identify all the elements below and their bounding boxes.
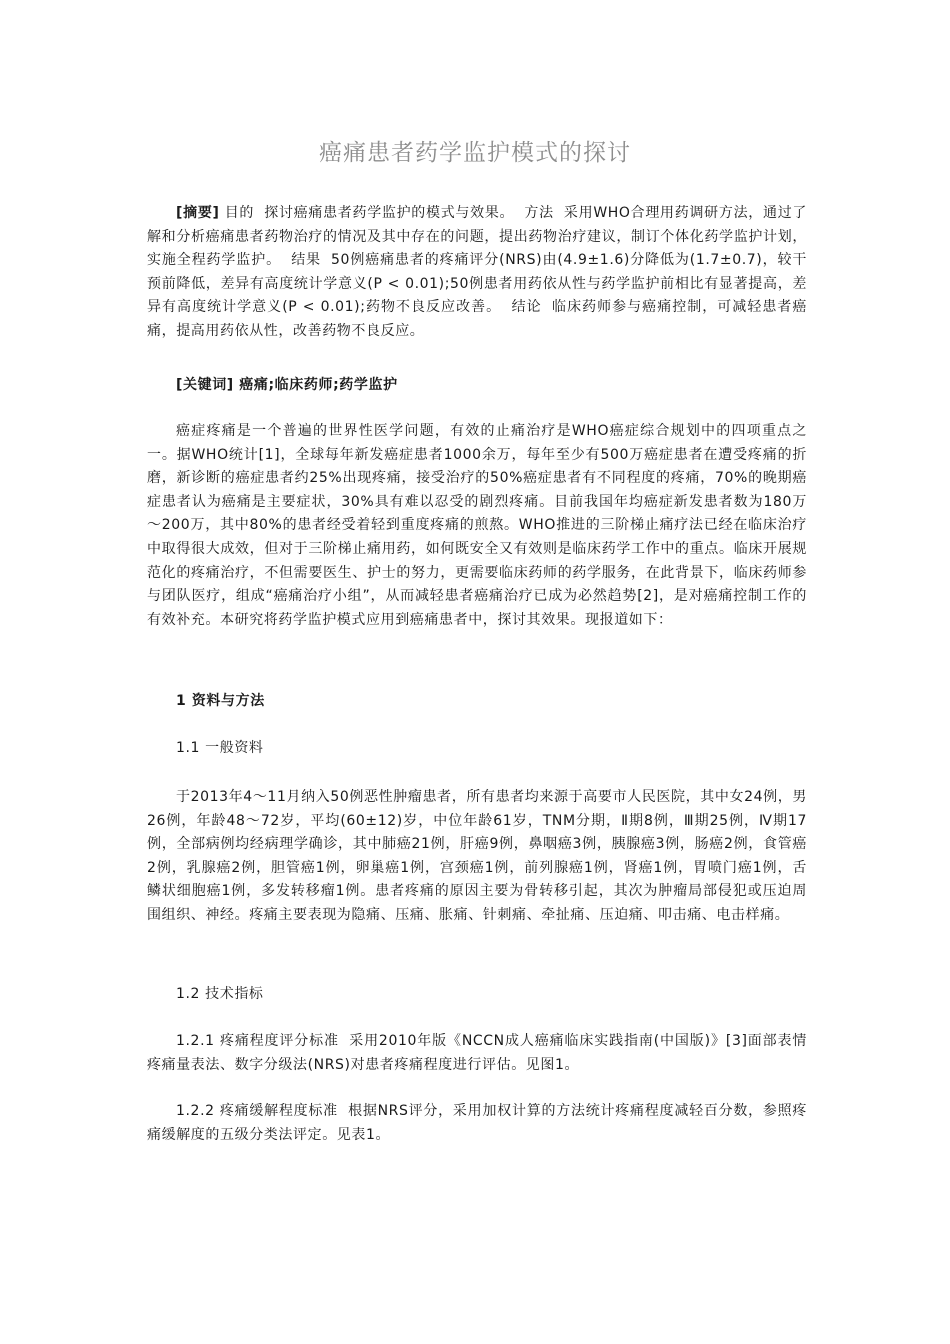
section1-2-heading: 1.2 技术指标 bbox=[176, 986, 264, 1002]
section1-2-1-paragraph bbox=[147, 1030, 807, 1077]
subsection-body bbox=[147, 1100, 807, 1147]
subsection-body bbox=[147, 1030, 807, 1077]
keywords-section bbox=[147, 374, 807, 398]
subsection-heading bbox=[147, 983, 807, 1007]
section1-2-1-label: 1.2.1 疼痛程度评分标准 bbox=[176, 1033, 339, 1049]
document-title: 癌痛患者药学监护模式的探讨 bbox=[319, 140, 631, 166]
section-heading bbox=[147, 690, 807, 714]
section1-heading: 1 资料与方法 bbox=[176, 693, 265, 709]
abstract-result-label: 结果 bbox=[290, 252, 322, 269]
abstract-result: 50例癌痛患者的疼痛评分(NRS)由(4.9±1.6)分降低为(1.7±0.7)，较干预前降低，差异有高度统计学意义(P < 0.01);50例患者用药依从性与药学监护前相比有显著提高，差异有高度统计学意义(P < 0.01);药物不良反应改善。 bbox=[147, 252, 807, 316]
abstract-label: [摘要] bbox=[176, 205, 220, 221]
abstract-paragraph bbox=[147, 202, 807, 344]
section1-2-2-text: 根据NRS评分，采用加权计算的方法统计疼痛程度减轻百分数，参照疼痛缓解度的五级分类法评定。见表1。 bbox=[147, 1103, 807, 1143]
section1-2-2-label: 1.2.2 疼痛缓解程度标准 bbox=[176, 1103, 338, 1119]
keywords-text: 癌痛;临床药师;药学监护 bbox=[239, 377, 398, 393]
abstract-conclusion: 临床药师参与癌痛控制，可减轻患者癌痛，提高用药依从性，改善药物不良反应。 bbox=[147, 299, 807, 339]
section1-1-heading: 1.1 一般资料 bbox=[176, 740, 264, 756]
intro-section bbox=[147, 420, 807, 632]
section1-2-1-text: 采用2010年版《NCCN成人癌痛临床实践指南(中国版)》[3]面部表情疼痛量表法、数字分级法(NRS)对患者疼痛程度进行评估。见图1。 bbox=[147, 1033, 807, 1073]
section1-1-paragraph: 于2013年4～11月纳入50例恶性肿瘤患者，所有患者均来源于高要市人民医院，其中女24例，男26例，年龄48～72岁，平均(60±12)岁，中位年龄61岁，TNM分期，Ⅱ期8例，Ⅲ期25例，Ⅳ期17例，全部病例均经病理学确诊，其中肺癌21例，肝癌9例，鼻咽癌3例，胰腺癌3例，肠癌2例，食管癌2例，乳腺癌2例，胆管癌1例，卵巢癌1例，宫颈癌1例，前列腺癌1例，肾癌1例，胃喷门癌1例，舌鳞状细胞癌1例，多发转移瘤1例。患者疼痛的原因主要为骨转移引起，其次为肿瘤局部侵犯或压迫周围组织、神经。疼痛主要表现为隐痛、压痛、胀痛、针刺痛、牵扯痛、压迫痛、叩击痛、电击样痛。 bbox=[147, 789, 807, 923]
abstract-conclusion-label: 结论 bbox=[511, 299, 542, 316]
abstract-method: 采用WHO合理用药调研方法，通过了解和分析癌痛患者药物治疗的情况及其中存在的问题，提出药物治疗建议，制订个体化药学监护计划，实施全程药学监护。 bbox=[147, 205, 808, 269]
subsection-body bbox=[147, 786, 807, 928]
abstract-purpose: 探讨癌痛患者药学监护的模式与效果。 bbox=[264, 205, 515, 221]
abstract-method-label: 方法 bbox=[524, 205, 554, 221]
abstract-purpose-label: 目的 bbox=[224, 205, 255, 221]
intro-paragraph: 癌症疼痛是一个普遍的世界性医学问题，有效的止痛治疗是WHO癌症综合规划中的四项重点之一。据WHO统计[1]，全球每年新发癌症患者1000余万，每年至少有500万癌症患者在遭受疼痛的折磨，新诊断的癌症患者约25%出现疼痛，接受治疗的50%癌症患者有不同程度的疼痛，70%的晚期癌症患者认为癌痛是主要症状，30%具有难以忍受的剧烈疼痛。目前我国年均癌症新发患者数为180万～200万，其中80%的患者经受着轻到重度疼痛的煎熬。WHO推进的三阶梯止痛疗法已经在临床治疗中取得很大成效，但对于三阶梯止痛用药，如何既安全又有效则是临床药学工作中的重点。临床开展规范化的疼痛治疗，不但需要医生、护士的努力，更需要临床药师的药学服务，在此背景下，临床药师参与团队医疗，组成“癌痛治疗小组”，从而减轻患者癌痛治疗已成为必然趋势[2]，是对癌痛控制工作的有效补充。本研究将药学监护模式应用到癌痛患者中，探讨其效果。现报道如下： bbox=[147, 423, 807, 628]
section1-2-2-paragraph bbox=[147, 1100, 807, 1147]
keywords-paragraph bbox=[147, 374, 807, 398]
subsection-heading bbox=[147, 737, 807, 761]
abstract-section bbox=[147, 202, 807, 344]
keywords-label: [关键词] bbox=[176, 377, 234, 393]
